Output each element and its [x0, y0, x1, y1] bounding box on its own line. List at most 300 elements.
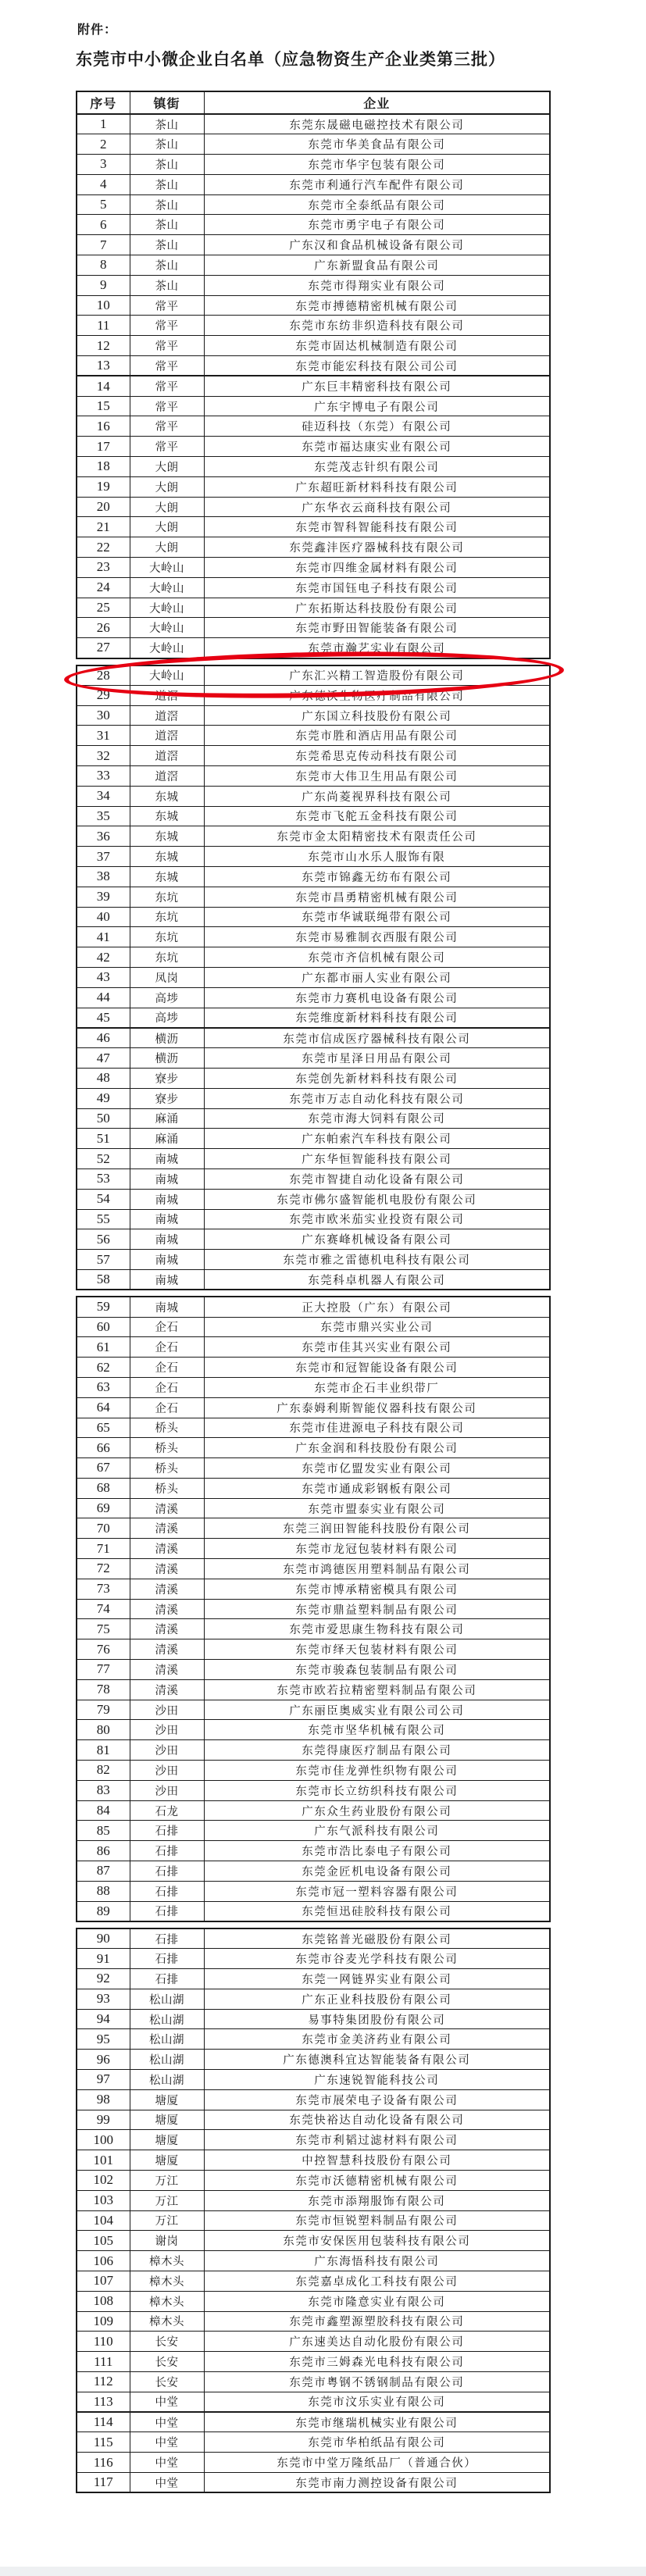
serial-number-cell: 19: [77, 476, 130, 497]
table-row: [77, 2231, 550, 2251]
town-cell: 常平: [130, 336, 204, 356]
serial-number-cell: 81: [77, 1740, 130, 1761]
town-cell: 塘厦: [130, 2110, 204, 2130]
company-cell: 东莞市汶乐实业有限公司: [204, 2392, 550, 2412]
town-cell: 清溪: [130, 1539, 204, 1559]
company-cell: 东莞市全泰纸品有限公司: [204, 194, 550, 215]
town-cell: 中堂: [130, 2412, 204, 2432]
town-cell: 清溪: [130, 1498, 204, 1518]
company-table-segment: [76, 1296, 551, 1922]
company-cell: 东莞市固达机械制造有限公司: [204, 336, 550, 356]
serial-number-cell: 91: [77, 1949, 130, 1969]
table-row: [77, 416, 550, 437]
serial-number-cell: 66: [77, 1438, 130, 1458]
town-cell: 大岭山: [130, 665, 204, 686]
town-cell: 茶山: [130, 215, 204, 235]
company-cell: 东莞市搏德精密机械有限公司: [204, 295, 550, 316]
town-cell: 清溪: [130, 1579, 204, 1599]
town-cell: 企石: [130, 1337, 204, 1358]
serial-number-cell: 84: [77, 1800, 130, 1821]
town-cell: 茶山: [130, 134, 204, 155]
town-cell: 长安: [130, 2371, 204, 2392]
table-row: [77, 947, 550, 968]
company-cell: 东莞市浩比泰电子有限公司: [204, 1841, 550, 1861]
serial-number-cell: 26: [77, 618, 130, 638]
table-row: [77, 1821, 550, 1841]
table-row: [77, 1358, 550, 1378]
town-cell: 樟木头: [130, 2251, 204, 2271]
serial-number-cell: 4: [77, 174, 130, 194]
company-cell: 广东赛峰机械设备有限公司: [204, 1229, 550, 1250]
town-cell: 松山湖: [130, 2009, 204, 2029]
table-row: [77, 2392, 550, 2412]
serial-number-cell: 116: [77, 2453, 130, 2473]
serial-number-cell: 51: [77, 1129, 130, 1149]
company-cell: 东莞市鼎兴实业公司: [204, 1317, 550, 1337]
serial-number-cell: 71: [77, 1539, 130, 1559]
serial-number-cell: 68: [77, 1478, 130, 1498]
company-cell: 东莞市昌勇精密机械有限公司: [204, 887, 550, 907]
table-row: [77, 1539, 550, 1559]
table-row: [77, 2371, 550, 2392]
company-cell: 东莞茂志针织有限公司: [204, 457, 550, 477]
serial-number-cell: 54: [77, 1189, 130, 1209]
company-cell: 广东都市丽人实业有限公司: [204, 967, 550, 987]
company-cell: 东莞市企石丰业织带厂: [204, 1377, 550, 1397]
serial-number-cell: 79: [77, 1700, 130, 1720]
town-cell: 石排: [130, 1949, 204, 1969]
company-cell: 东莞市佛尔盛智能机电股份有限公司: [204, 1189, 550, 1209]
company-cell: 东莞市国钰电子科技有限公司: [204, 577, 550, 598]
serial-number-cell: 59: [77, 1297, 130, 1317]
table-row: [77, 967, 550, 987]
company-table-segment: [76, 91, 551, 659]
company-cell: 东莞得康医疗制品有限公司: [204, 1740, 550, 1761]
serial-number-cell: 14: [77, 376, 130, 396]
company-cell: 东莞市锦鑫无纺布有限公司: [204, 866, 550, 887]
table-row: [77, 2070, 550, 2090]
table-row: [77, 1317, 550, 1337]
company-cell: 东莞市易雅制衣西服有限公司: [204, 927, 550, 947]
table-row: [77, 2352, 550, 2372]
town-cell: 常平: [130, 316, 204, 336]
serial-number-cell: 49: [77, 1088, 130, 1108]
company-cell: 东莞东晟磁电磁控技术有限公司: [204, 114, 550, 134]
table-row: [77, 2150, 550, 2171]
town-cell: 南城: [130, 1168, 204, 1189]
table-row: [77, 2472, 550, 2492]
table-row: [77, 1397, 550, 1418]
table-row: [77, 1740, 550, 1761]
town-cell: 横沥: [130, 1028, 204, 1048]
serial-number-cell: 110: [77, 2332, 130, 2352]
serial-number-cell: 108: [77, 2291, 130, 2311]
serial-number-cell: 117: [77, 2472, 130, 2492]
company-cell: 正大控股（广东）有限公司: [204, 1297, 550, 1317]
serial-number-cell: 95: [77, 2029, 130, 2050]
serial-number-cell: 23: [77, 558, 130, 578]
company-cell: 东莞快裕达自动化设备有限公司: [204, 2110, 550, 2130]
table-row: [77, 2110, 550, 2130]
company-cell: 广东金润和科技股份有限公司: [204, 1438, 550, 1458]
table-row: [77, 376, 550, 396]
serial-number-cell: 20: [77, 497, 130, 517]
serial-number-cell: 77: [77, 1660, 130, 1680]
serial-number-cell: 62: [77, 1358, 130, 1378]
town-cell: 东城: [130, 806, 204, 826]
serial-number-cell: 45: [77, 1008, 130, 1028]
serial-number-cell: 72: [77, 1559, 130, 1579]
table-row: [77, 598, 550, 618]
serial-number-cell: 50: [77, 1108, 130, 1129]
table-row: [77, 336, 550, 356]
table-row: [77, 1800, 550, 1821]
town-cell: 南城: [130, 1269, 204, 1290]
serial-number-cell: 111: [77, 2352, 130, 2372]
town-cell: 麻涌: [130, 1129, 204, 1149]
table-row: [77, 2271, 550, 2291]
company-cell: 东莞希思克传动科技有限公司: [204, 746, 550, 766]
serial-number-cell: 28: [77, 665, 130, 686]
table-row: [77, 255, 550, 276]
serial-number-cell: 74: [77, 1599, 130, 1619]
town-cell: 樟木头: [130, 2271, 204, 2291]
town-cell: 大岭山: [130, 618, 204, 638]
company-cell: 东莞市利韬过滤材料有限公司: [204, 2130, 550, 2150]
serial-number-cell: 48: [77, 1068, 130, 1088]
town-cell: 南城: [130, 1250, 204, 1270]
table-row: [77, 726, 550, 746]
serial-number-cell: 60: [77, 1317, 130, 1337]
company-cell: 东莞市智捷自动化设备有限公司: [204, 1168, 550, 1189]
town-cell: 桥头: [130, 1438, 204, 1458]
table-row: [77, 1498, 550, 1518]
town-cell: 道滘: [130, 766, 204, 787]
town-cell: 清溪: [130, 1619, 204, 1639]
company-cell: 广东速美达自动化股份有限公司: [204, 2332, 550, 2352]
table-row: [77, 1209, 550, 1229]
serial-number-cell: 40: [77, 907, 130, 927]
company-cell: 东莞市和冠智能设备有限公司: [204, 1358, 550, 1378]
table-row: [77, 1660, 550, 1680]
company-cell: 东莞市冠一塑料容器有限公司: [204, 1881, 550, 1901]
company-cell: 硅迈科技（东莞）有限公司: [204, 416, 550, 437]
serial-number-cell: 104: [77, 2210, 130, 2231]
serial-number-cell: 52: [77, 1149, 130, 1169]
serial-number-cell: 69: [77, 1498, 130, 1518]
company-cell: 东莞市飞舵五金科技有限公司: [204, 806, 550, 826]
town-cell: 沙田: [130, 1761, 204, 1781]
town-cell: 常平: [130, 396, 204, 416]
company-cell: 广东速锐智能科技公司: [204, 2070, 550, 2090]
serial-number-cell: 46: [77, 1028, 130, 1048]
company-cell: 东莞嘉卓成化工科技有限公司: [204, 2271, 550, 2291]
town-cell: 长安: [130, 2352, 204, 2372]
company-cell: 广东尚菱视界科技有限公司: [204, 786, 550, 806]
town-cell: 清溪: [130, 1518, 204, 1539]
table-row: [77, 356, 550, 376]
company-cell: 东莞市胜和酒店用品有限公司: [204, 726, 550, 746]
company-cell: 东莞市得翔实业有限公司: [204, 275, 550, 295]
town-cell: 长安: [130, 2332, 204, 2352]
company-cell: 东莞市鑫塑源塑胶科技有限公司: [204, 2311, 550, 2332]
company-cell: 东莞市欧米茄实业投资有限公司: [204, 1209, 550, 1229]
serial-number-cell: 61: [77, 1337, 130, 1358]
company-cell: 东莞市龙冠包装材料有限公司: [204, 1539, 550, 1559]
table-row: [77, 1229, 550, 1250]
serial-number-cell: 92: [77, 1969, 130, 1989]
table-row: [77, 1250, 550, 1270]
town-cell: 松山湖: [130, 2070, 204, 2090]
town-cell: 清溪: [130, 1660, 204, 1680]
serial-number-cell: 80: [77, 1720, 130, 1740]
table-row: [77, 114, 550, 134]
serial-number-cell: 12: [77, 336, 130, 356]
serial-number-cell: 93: [77, 1989, 130, 2009]
table-row: [77, 1108, 550, 1129]
town-cell: 高埗: [130, 1008, 204, 1028]
company-cell: 东莞市信成医疗器械科技有限公司: [204, 1028, 550, 1048]
serial-number-cell: 114: [77, 2412, 130, 2432]
serial-number-cell: 31: [77, 726, 130, 746]
town-cell: 清溪: [130, 1559, 204, 1579]
table-row: [77, 2089, 550, 2110]
town-cell: 企石: [130, 1317, 204, 1337]
company-cell: 广东汇兴精工智造股份有限公司: [204, 665, 550, 686]
serial-number-cell: 67: [77, 1458, 130, 1479]
table-row: [77, 2453, 550, 2473]
town-cell: 沙田: [130, 1720, 204, 1740]
table-row: [77, 437, 550, 457]
table-row: [77, 806, 550, 826]
town-cell: 樟木头: [130, 2291, 204, 2311]
company-cell: 东莞市粤钢不锈钢制品有限公司: [204, 2371, 550, 2392]
serial-number-cell: 47: [77, 1048, 130, 1069]
town-cell: 塘厦: [130, 2130, 204, 2150]
table-row: [77, 316, 550, 336]
table-row: [77, 1068, 550, 1088]
table-row: [77, 1337, 550, 1358]
town-cell: 常平: [130, 437, 204, 457]
company-cell: 广东海悟科技有限公司: [204, 2251, 550, 2271]
town-cell: 企石: [130, 1377, 204, 1397]
company-cell: 东莞市绎天包装材料有限公司: [204, 1639, 550, 1660]
town-cell: 石排: [130, 1969, 204, 1989]
column-header: 企业: [204, 91, 550, 114]
serial-number-cell: 16: [77, 416, 130, 437]
town-cell: 茶山: [130, 255, 204, 276]
town-cell: 横沥: [130, 1048, 204, 1069]
serial-number-cell: 8: [77, 255, 130, 276]
table-row: [77, 2251, 550, 2271]
table-row: [77, 685, 550, 705]
company-cell: 东莞市雅之雷德机电科技有限公司: [204, 1250, 550, 1270]
town-cell: 道滘: [130, 746, 204, 766]
table-row: [77, 194, 550, 215]
table-row: [77, 1048, 550, 1069]
serial-number-cell: 75: [77, 1619, 130, 1639]
serial-number-cell: 86: [77, 1841, 130, 1861]
serial-number-cell: 112: [77, 2371, 130, 2392]
serial-number-cell: 33: [77, 766, 130, 787]
town-cell: 樟木头: [130, 2311, 204, 2332]
town-cell: 中堂: [130, 2453, 204, 2473]
table-row: [77, 2291, 550, 2311]
page-title: 东莞市中小微企业白名单（应急物资生产企业类第三批）: [76, 50, 505, 69]
serial-number-cell: 76: [77, 1639, 130, 1660]
company-cell: 广东国立科技股份有限公司: [204, 705, 550, 726]
town-cell: 万江: [130, 2210, 204, 2231]
town-cell: 企石: [130, 1358, 204, 1378]
table-row: [77, 887, 550, 907]
serial-number-cell: 10: [77, 295, 130, 316]
table-row: [77, 1028, 550, 1048]
table-row: [77, 1949, 550, 1969]
company-cell: 东莞市亿盟发实业有限公司: [204, 1458, 550, 1479]
company-cell: 东莞市佳其兴实业有限公司: [204, 1337, 550, 1358]
town-cell: 大朗: [130, 457, 204, 477]
town-cell: 南城: [130, 1189, 204, 1209]
company-cell: 东莞市欧若拉精密塑料制品有限公司: [204, 1679, 550, 1700]
table-row: [77, 457, 550, 477]
town-cell: 谢岗: [130, 2231, 204, 2251]
company-cell: 东莞市继瑞机械实业有限公司: [204, 2412, 550, 2432]
table-row: [77, 1761, 550, 1781]
table-row: [77, 2210, 550, 2231]
company-cell: 东莞市谷麦光学科技有限公司: [204, 1949, 550, 1969]
company-cell: 易事特集团股份有限公司: [204, 2009, 550, 2029]
town-cell: 大岭山: [130, 638, 204, 658]
company-cell: 东莞市华美食品有限公司: [204, 134, 550, 155]
table-row: [77, 1780, 550, 1800]
company-cell: 东莞市野田智能装备有限公司: [204, 618, 550, 638]
serial-number-cell: 78: [77, 1679, 130, 1700]
town-cell: 清溪: [130, 1679, 204, 1700]
serial-number-cell: 102: [77, 2170, 130, 2190]
town-cell: 石排: [130, 1821, 204, 1841]
company-cell: 东莞市博承精密模具有限公司: [204, 1579, 550, 1599]
serial-number-cell: 99: [77, 2110, 130, 2130]
town-cell: 常平: [130, 295, 204, 316]
table-row: [77, 1269, 550, 1290]
town-cell: 企石: [130, 1397, 204, 1418]
table-row: [77, 2332, 550, 2352]
town-cell: 南城: [130, 1209, 204, 1229]
serial-number-cell: 56: [77, 1229, 130, 1250]
table-row: [77, 1168, 550, 1189]
serial-number-cell: 70: [77, 1518, 130, 1539]
town-cell: 茶山: [130, 275, 204, 295]
serial-number-cell: 88: [77, 1881, 130, 1901]
town-cell: 中堂: [130, 2432, 204, 2453]
town-cell: 东坑: [130, 887, 204, 907]
table-row: [77, 1841, 550, 1861]
company-cell: 东莞市坚华机械有限公司: [204, 1720, 550, 1740]
column-header: 镇街: [130, 91, 204, 114]
table-row: [77, 987, 550, 1008]
town-cell: 石龙: [130, 1800, 204, 1821]
company-cell: 东莞鑫沣医疗器械科技有限公司: [204, 537, 550, 558]
company-cell: 东莞市金太阳精密技术有限责任公司: [204, 826, 550, 847]
town-cell: 东城: [130, 826, 204, 847]
town-cell: 凤岗: [130, 967, 204, 987]
table-row: [77, 2432, 550, 2453]
company-cell: 广东德沃生物医疗制品有限公司: [204, 685, 550, 705]
town-cell: 万江: [130, 2190, 204, 2210]
table-row: [77, 1478, 550, 1498]
serial-number-cell: 101: [77, 2150, 130, 2171]
table-row: [77, 1989, 550, 2009]
table-row: [77, 295, 550, 316]
town-cell: 石排: [130, 1841, 204, 1861]
company-cell: 东莞市鸿德医用塑料制品有限公司: [204, 1559, 550, 1579]
serial-number-cell: 2: [77, 134, 130, 155]
table-row: [77, 558, 550, 578]
company-cell: 东莞市利通行汽车配件有限公司: [204, 174, 550, 194]
town-cell: 道滘: [130, 705, 204, 726]
company-cell: 东莞市金美济药业有限公司: [204, 2029, 550, 2050]
company-cell: 东莞市沃德精密机械有限公司: [204, 2170, 550, 2190]
town-cell: 大朗: [130, 476, 204, 497]
company-cell: 广东宇博电子有限公司: [204, 396, 550, 416]
serial-number-cell: 58: [77, 1269, 130, 1290]
town-cell: 麻涌: [130, 1108, 204, 1129]
table-row: [77, 638, 550, 658]
table-row: [77, 476, 550, 497]
serial-number-cell: 65: [77, 1418, 130, 1438]
town-cell: 桥头: [130, 1458, 204, 1479]
town-cell: 道滘: [130, 726, 204, 746]
table-row: [77, 1129, 550, 1149]
table-row: [77, 2130, 550, 2150]
table-row: [77, 275, 550, 295]
company-cell: 中控智慧科技股份有限公司: [204, 2150, 550, 2171]
town-cell: 松山湖: [130, 1989, 204, 2009]
serial-number-cell: 55: [77, 1209, 130, 1229]
serial-number-cell: 7: [77, 235, 130, 255]
table-row: [77, 1679, 550, 1700]
company-cell: 广东华衣云商科技有限公司: [204, 497, 550, 517]
table-row: [77, 1189, 550, 1209]
town-cell: 道滘: [130, 685, 204, 705]
town-cell: 南城: [130, 1297, 204, 1317]
company-cell: 东莞三润田智能科技股份有限公司: [204, 1518, 550, 1539]
table-row: [77, 1008, 550, 1028]
company-cell: 东莞科卓机器人有限公司: [204, 1269, 550, 1290]
company-cell: 广东正业科技股份有限公司: [204, 1989, 550, 2009]
serial-number-cell: 41: [77, 927, 130, 947]
serial-number-cell: 106: [77, 2251, 130, 2271]
serial-number-cell: 97: [77, 2070, 130, 2090]
serial-number-cell: 15: [77, 396, 130, 416]
attachment-label: 附件：: [77, 22, 118, 37]
serial-number-cell: 27: [77, 638, 130, 658]
town-cell: 桥头: [130, 1418, 204, 1438]
town-cell: 大朗: [130, 517, 204, 537]
company-cell: 广东汉和食品机械设备有限公司: [204, 235, 550, 255]
company-cell: 东莞市爱思康生物科技有限公司: [204, 1619, 550, 1639]
company-cell: 东莞金匠机电设备有限公司: [204, 1861, 550, 1882]
table-row: [77, 174, 550, 194]
company-cell: 东莞市大伟卫生用品有限公司: [204, 766, 550, 787]
town-cell: 沙田: [130, 1740, 204, 1761]
company-cell: 东莞市能宏科技有限公司公司: [204, 356, 550, 376]
table-row: [77, 1559, 550, 1579]
serial-number-cell: 38: [77, 866, 130, 887]
company-table-segment: [76, 1928, 551, 2493]
town-cell: 东坑: [130, 927, 204, 947]
company-cell: 东莞市星泽日用品有限公司: [204, 1048, 550, 1069]
